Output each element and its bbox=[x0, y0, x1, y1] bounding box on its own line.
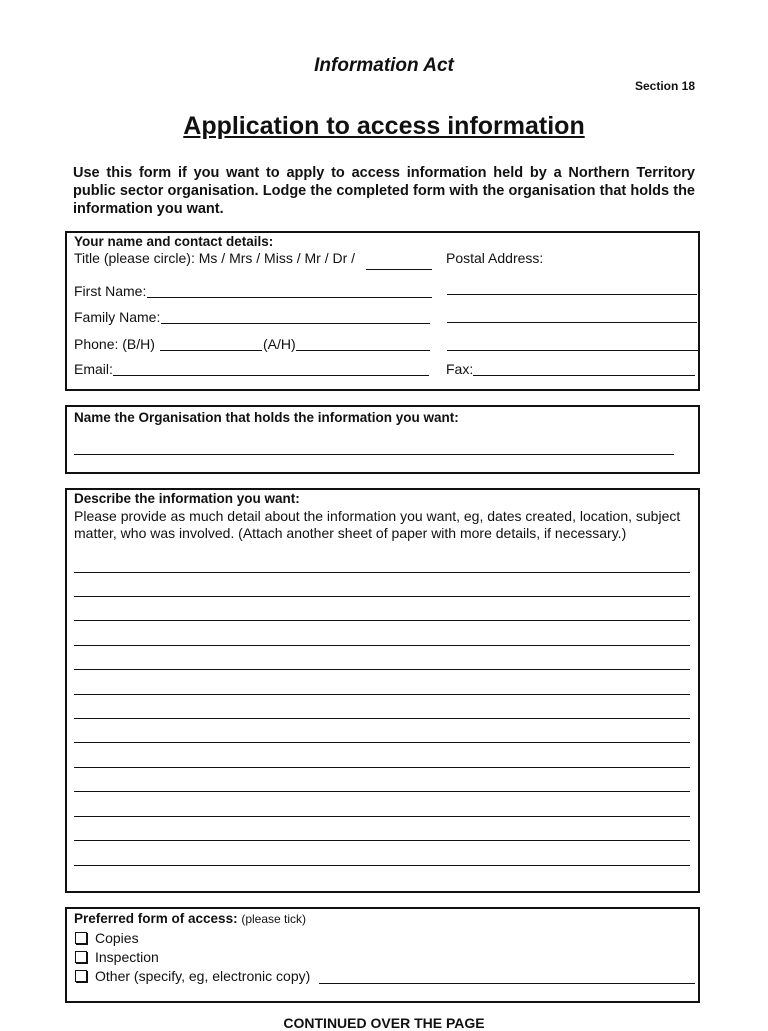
describe-line[interactable] bbox=[74, 669, 690, 670]
describe-line[interactable] bbox=[74, 742, 690, 743]
title-label: Title (please circle): Ms / Mrs / Miss / Mr / Dr / bbox=[74, 250, 356, 266]
describe-line[interactable] bbox=[74, 718, 690, 719]
organisation-field[interactable] bbox=[74, 454, 674, 455]
postal-address-line-2[interactable] bbox=[447, 322, 697, 323]
phone-bh-field[interactable] bbox=[160, 350, 262, 351]
phone-ah-label: (A/H) bbox=[263, 336, 296, 352]
inspection-checkbox[interactable] bbox=[75, 951, 87, 963]
fax-field[interactable] bbox=[473, 375, 695, 376]
continued-notice: CONTINUED OVER THE PAGE bbox=[283, 1015, 485, 1031]
access-form-section bbox=[65, 907, 700, 1003]
postal-address-label: Postal Address: bbox=[446, 250, 544, 266]
describe-line[interactable] bbox=[74, 865, 690, 866]
access-heading-text: Preferred form of access: bbox=[74, 911, 238, 926]
family-name-field[interactable] bbox=[161, 323, 430, 324]
copies-checkbox[interactable] bbox=[75, 932, 87, 944]
phone-ah-field[interactable] bbox=[296, 350, 430, 351]
describe-line[interactable] bbox=[74, 620, 690, 621]
option-copies[interactable] bbox=[75, 930, 139, 946]
page-title: Application to access information bbox=[183, 112, 585, 140]
describe-line[interactable] bbox=[74, 840, 690, 841]
option-other[interactable] bbox=[75, 968, 310, 984]
first-name-field[interactable] bbox=[147, 297, 432, 298]
title-other-field[interactable] bbox=[366, 269, 432, 270]
describe-line[interactable] bbox=[74, 572, 690, 573]
option-inspection[interactable] bbox=[75, 949, 159, 965]
first-name-label: First Name: bbox=[74, 283, 147, 299]
postal-address-line-1[interactable] bbox=[447, 294, 697, 295]
describe-line[interactable] bbox=[74, 694, 690, 695]
other-specify-field[interactable] bbox=[319, 983, 695, 984]
section-reference: Section 18 bbox=[634, 79, 695, 93]
access-hint: (please tick) bbox=[241, 912, 307, 926]
fax-label: Fax: bbox=[446, 361, 474, 377]
email-field[interactable] bbox=[113, 375, 429, 376]
act-title: Information Act bbox=[314, 55, 454, 76]
organisation-section bbox=[65, 405, 700, 474]
describe-line[interactable] bbox=[74, 596, 690, 597]
inspection-label: Inspection bbox=[95, 949, 159, 965]
describe-line[interactable] bbox=[74, 645, 690, 646]
describe-information-section bbox=[65, 488, 700, 893]
other-checkbox[interactable] bbox=[75, 970, 87, 982]
describe-heading: Describe the information you want: bbox=[74, 491, 300, 506]
describe-line[interactable] bbox=[74, 791, 690, 792]
contact-details-section bbox=[65, 231, 700, 391]
copies-label: Copies bbox=[95, 930, 139, 946]
access-heading bbox=[74, 911, 306, 926]
describe-line[interactable] bbox=[74, 767, 690, 768]
phone-bh-label: Phone: (B/H) bbox=[74, 336, 155, 352]
describe-line[interactable] bbox=[74, 816, 690, 817]
contact-heading: Your name and contact details: bbox=[74, 234, 274, 249]
intro-paragraph: Use this form if you want to apply to access information held by a Northern Territory public sector organisation. Lodge the completed form with the organisation that holds the information you want. bbox=[73, 165, 695, 217]
other-label: Other (specify, eg, electronic copy) bbox=[95, 968, 311, 984]
organisation-heading: Name the Organisation that holds the information you want: bbox=[74, 410, 459, 425]
family-name-label: Family Name: bbox=[74, 309, 161, 325]
postal-address-line-3[interactable] bbox=[447, 350, 698, 351]
email-label: Email: bbox=[74, 361, 113, 377]
describe-instructions: Please provide as much detail about the information you want, eg, dates created, location, subject matter, who was involved. (Attach another sheet of paper with more details, if necessary.) bbox=[74, 508, 681, 541]
